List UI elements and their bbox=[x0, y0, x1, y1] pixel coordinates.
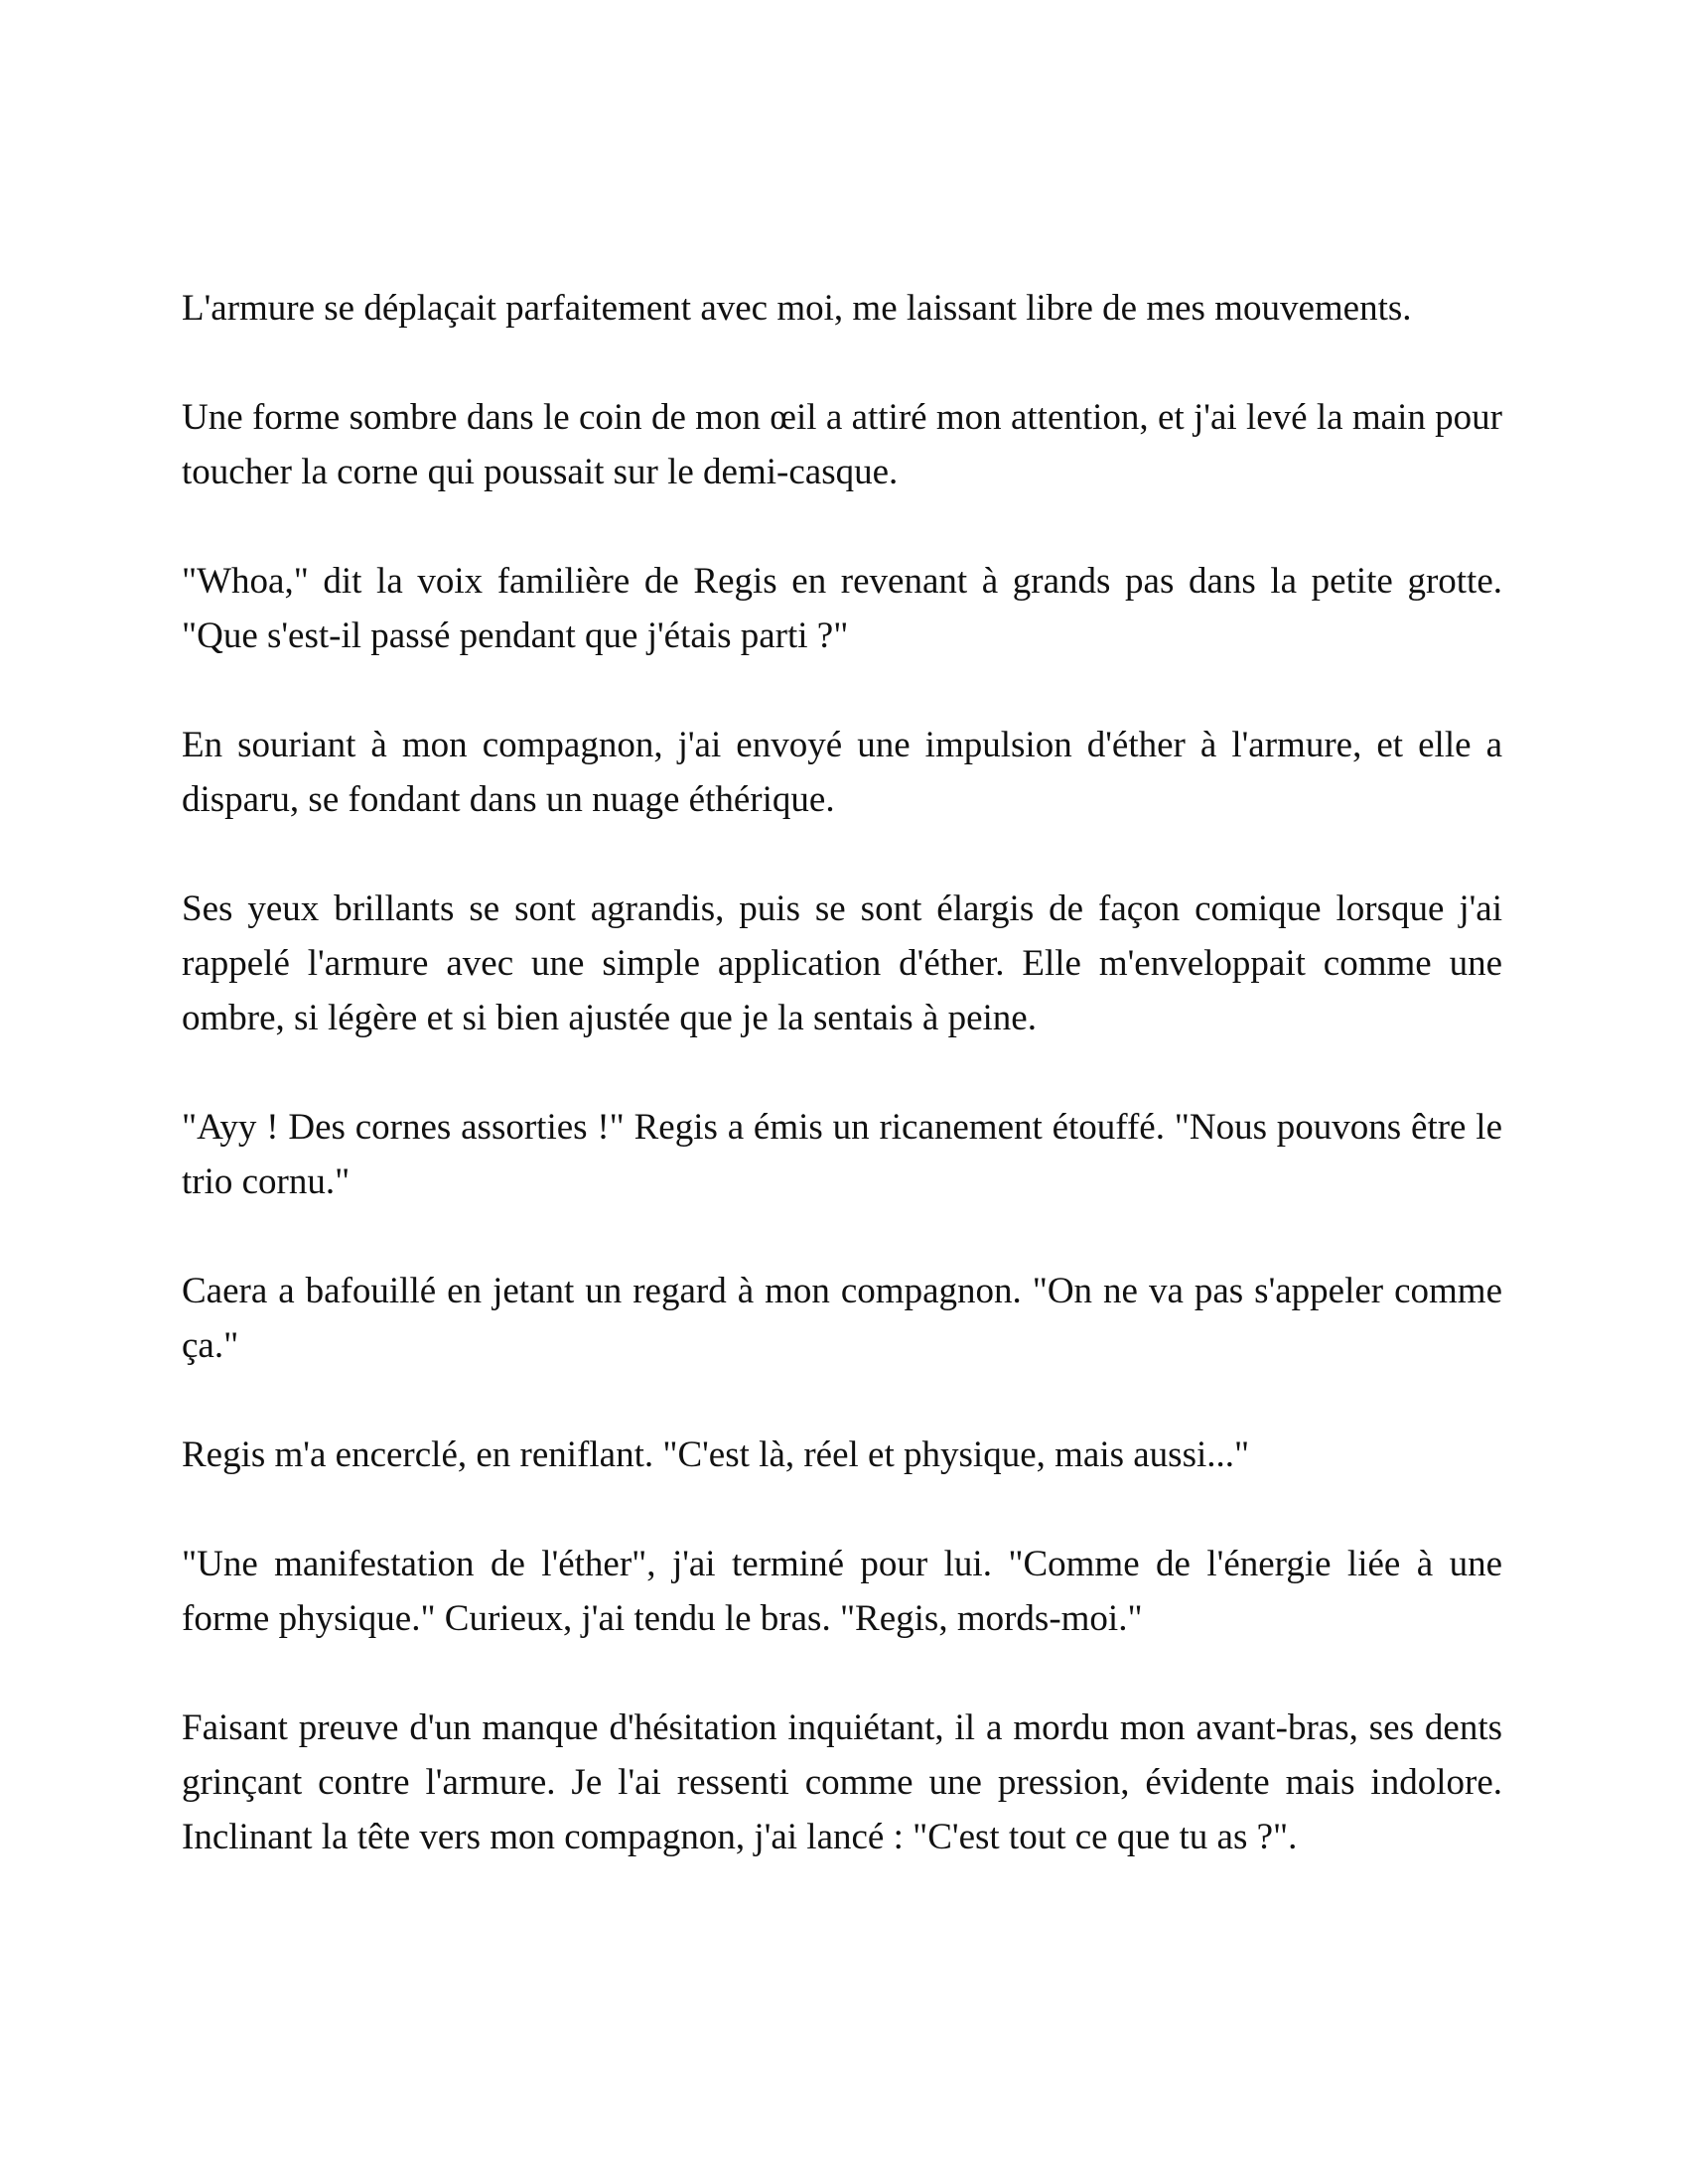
paragraph: Faisant preuve d'un manque d'hésitation inquiétant, il a mordu mon avant-bras, ses dents grinçant contre l'armure. Je l'ai ressenti comme une pression, évidente mais indolore. Inclinant la tête vers mon compagnon, j'ai lancé : "C'est tout ce que tu as ?". bbox=[182, 1707, 1502, 1857]
paragraph: "Whoa," dit la voix familière de Regis en revenant à grands pas dans la petite grotte. "Que s'est-il passé pendant que j'étais parti ?" bbox=[182, 561, 1502, 656]
paragraph: Regis m'a encerclé, en reniflant. "C'est là, réel et physique, mais aussi..." bbox=[182, 1434, 1250, 1475]
paragraph: "Une manifestation de l'éther", j'ai terminé pour lui. "Comme de l'énergie liée à une forme physique." Curieux, j'ai tendu le bras. "Regis, mords-moi." bbox=[182, 1544, 1502, 1639]
paragraph: En souriant à mon compagnon, j'ai envoyé une impulsion d'éther à l'armure, et elle a disparu, se fondant dans un nuage éthérique. bbox=[182, 725, 1502, 820]
document-body bbox=[182, 281, 1502, 1864]
paragraph: Ses yeux brillants se sont agrandis, puis se sont élargis de façon comique lorsque j'ai rappelé l'armure avec une simple application d'éther. Elle m'enveloppait comme une ombre, si légère et si bien ajustée que je la sentais à peine. bbox=[182, 888, 1502, 1038]
paragraph: "Ayy ! Des cornes assorties !" Regis a émis un ricanement étouffé. "Nous pouvons être le trio cornu." bbox=[182, 1107, 1502, 1202]
paragraph: Une forme sombre dans le coin de mon œil a attiré mon attention, et j'ai levé la main pour toucher la corne qui poussait sur le demi-casque. bbox=[182, 397, 1502, 492]
paragraph: L'armure se déplaçait parfaitement avec moi, me laissant libre de mes mouvements. bbox=[182, 288, 1412, 329]
paragraph: Caera a bafouillé en jetant un regard à mon compagnon. "On ne va pas s'appeler comme ça." bbox=[182, 1271, 1502, 1366]
